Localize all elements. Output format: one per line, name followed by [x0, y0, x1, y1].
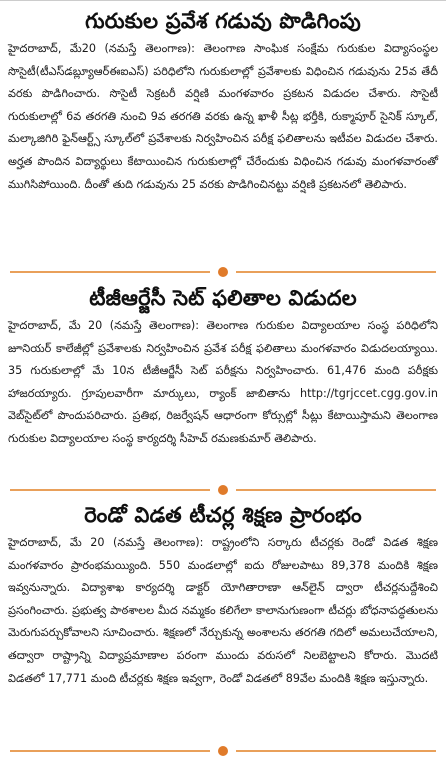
top-rule	[0, 0, 446, 1]
divider-line	[236, 750, 436, 752]
article-teacher-training	[0, 500, 446, 690]
headline: టీజీఆర్జేసీ సెట్ ఫలితాల విడుదల	[89, 286, 357, 310]
divider-line	[236, 271, 436, 273]
headline: గురుకుల ప్రవేశ గడువు పొడిగింపు	[85, 9, 361, 33]
divider-line	[10, 271, 210, 273]
divider-dot-icon	[218, 485, 228, 495]
divider-line	[10, 489, 210, 491]
article-gurukul-admission	[0, 6, 446, 196]
section-divider	[10, 744, 436, 758]
article-body: హైదరాబాద్, మే 20 (నమస్తే తెలంగాణ): రాష్ట్రంలోని సర్కారు టీచర్లకు రెండో విడత శిక్షణ మంగళవారం ప్రారంభమయ్యింది. 550 మండలాల్లో ఐదు రోజులపాటు 89,378 మందికి శిక్షణ ఇవ్వనున్నారు. విద్యాశాఖ కార్యదర్శి డాక్టర్ యోగితారాణా ఆన్‌లైన్ ద్వారా టీచర్లనుద్దేశించి ప్రసంగించారు. ప్రభుత్వ పాఠశాలల మీద నమ్మకం కలిగేలా కాలానుగుణంగా టీచర్లు బోధనాపద్ధతులను మెరుగుపర్చుకోవాలని సూచించారు. శిక్షణలో నేర్చుకున్న అంశాలను తరగతి గదిలో అమలుచేయాలని, తద్వారా రాష్ట్రాన్ని విద్యాప్రమాణాల పరంగా ముందు వరుసలో నిలబెట్టాలని కోరారు. మొదటి విడతలో 17,771 మంది టీచర్లకు శిక్షణ ఇవ్వగా, రెండో విడతలో 89వేల మందికి శిక్షణ ఇస్తున్నారు.	[8, 536, 438, 685]
article-body: హైదరాబాద్, మే20 (నమస్తే తెలంగాణ): తెలంగాణ సాంఘిక సంక్షేమ గురుకుల విద్యాసంస్థల సొసైటీ(టీఎస్‌డబ్ల్యూఆర్ఈఐఎస్) పరిధిలోని గురుకులాల్లో ప్రవేశాలకు విధించిన గడువును 25వ తేదీ వరకు పొడిగించారు. సొసైటీ సెక్రటరీ వర్షిణి మంగళవారం ప్రకటన విడుదల చేశారు. సొసైటీ గురుకులాల్లో 6వ తరగతి నుంచి 9వ తరగతి వరకు ఉన్న ఖాళీ సీట్ల భర్తీకి, రుక్మాపూర్ సైనిక్ స్కూల్, మల్కాజిగిరి ఫైన్‌ఆర్ట్స్ స్కూల్‌లో ప్రవేశాలకు నిర్వహించిన పరీక్ష ఫలితాలను ఇటీవల విడుదల చేశారు. అర్హత పొందిన విద్యార్థులు కేటాయించిన గురుకులాల్లో చేరేందుకు విధించిన గడువు మంగళవారంతో ముగిసిపోయింది. దీంతో తుది గడువును 25 వరకు పొడిగించినట్టు వర్షిణి ప్రకటనలో తెలిపారు.	[8, 42, 438, 191]
section-divider	[10, 265, 436, 279]
divider-line	[236, 489, 436, 491]
headline: రెండో విడత టీచర్ల శిక్షణ ప్రారంభం	[84, 503, 362, 527]
divider-dot-icon	[218, 746, 228, 756]
divider-line	[10, 750, 210, 752]
divider-dot-icon	[218, 267, 228, 277]
article-body: హైదరాబాద్, మే 20 (నమస్తే తెలంగాణ): తెలంగాణ గురుకుల విద్యాలయాల సంస్థ పరిధిలోని జూనియర్ కాలేజీల్లో ప్రవేశాలకు నిర్వహించిన ప్రవేశ పరీక్ష ఫలితాలు మంగళవారం విడుదలయ్యాయి. 35 గురుకులాల్లో మే 10న టీజీఆర్జేసీ సెట్ పరీక్షను నిర్వహించారు. 61,476 మంది పరీక్షకు హాజరయ్యారు. గ్రూపులవారీగా మార్కులు, ర్యాంక్ జాబితాను http://tgrjccet.cgg.gov.in వెబ్‌సైట్‌లో పొందుపరిచారు. ప్రతిభ, రిజర్వేషన్ ఆధారంగా కోర్సుల్లో సీట్లు కేటాయిస్తామని తెలంగాణ గురుకుల విద్యాలయాల సంస్థ కార్యదర్శి సీహెచ్ రమణకుమార్ తెలిపారు.	[8, 319, 438, 445]
article-tgrjc-results	[0, 283, 446, 451]
section-divider	[10, 483, 436, 497]
